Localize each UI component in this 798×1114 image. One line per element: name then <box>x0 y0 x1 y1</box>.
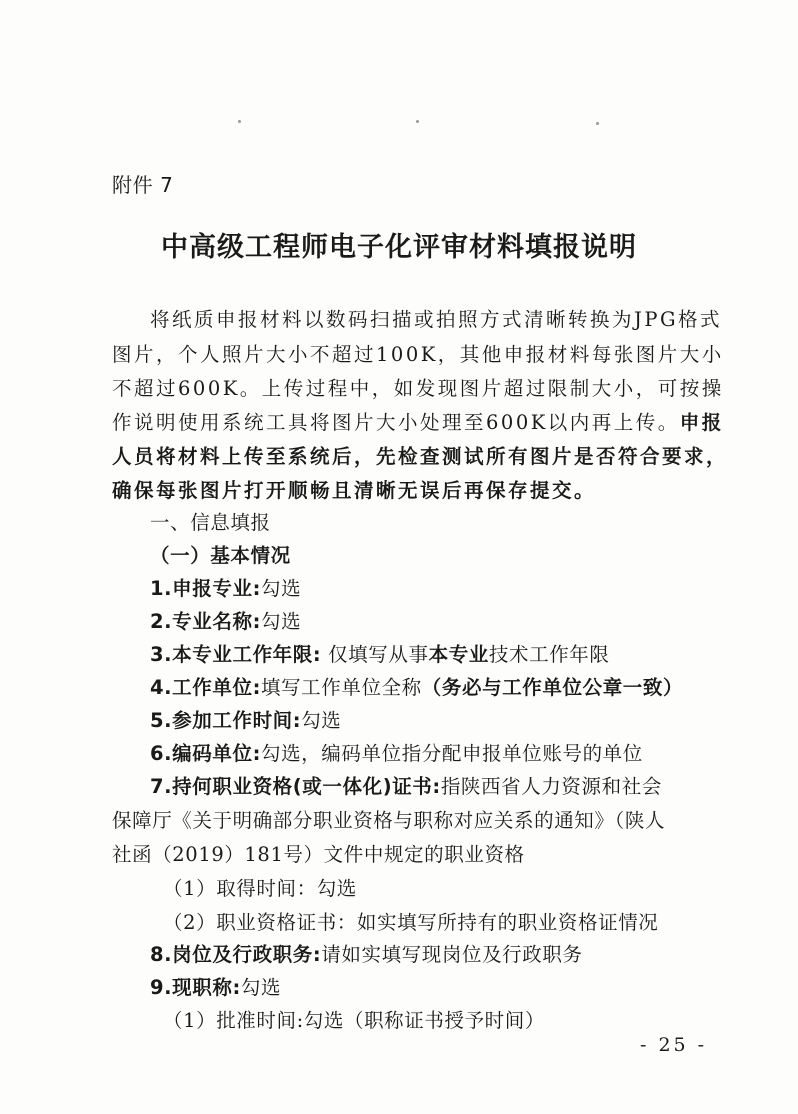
subsection-heading <box>150 541 710 571</box>
scan-artifact-dot <box>238 120 241 123</box>
item-label: 3.本专业工作年限: <box>150 643 322 666</box>
item-label: 6.编码单位: <box>150 742 261 765</box>
item-value-bold: 本专业 <box>428 643 489 666</box>
item-label: 5.参加工作时间: <box>150 709 302 732</box>
item-7-continued: 社函（2019）181号）文件中规定的职业资格 <box>112 843 525 866</box>
document-title: 中高级工程师电子化评审材料填报说明 <box>161 232 637 263</box>
item-4 <box>150 673 710 703</box>
item-value: 指陕西省人力资源和社会 <box>440 775 662 798</box>
intro-line-1: 将纸质申报材料以数码扫描或拍照方式清晰转换为JPG格式 <box>150 308 723 331</box>
subsection-heading-text: （一）基本情况 <box>150 544 291 567</box>
item-label: 8.岗位及行政职务: <box>150 943 322 966</box>
item-1 <box>150 574 710 604</box>
item-value: 填写工作单位全称 <box>260 676 422 699</box>
intro-line-5 <box>112 442 729 472</box>
item-label: 9.现职称: <box>150 976 241 999</box>
intro-line-2: 图片，个人照片大小不超过100K，其他申报材料每张图片大小 <box>112 343 724 366</box>
page-number: - 25 - <box>640 1034 708 1056</box>
item-3 <box>150 640 710 670</box>
item-label: 4.工作单位: <box>150 676 261 699</box>
item-7 <box>150 772 710 802</box>
item-value-bold: （务必与工作单位公章一致） <box>421 676 684 699</box>
section-heading: 一、信息填报 <box>150 511 271 534</box>
intro-line-6 <box>112 476 712 506</box>
item-9 <box>150 973 710 1003</box>
intro-line-5-bold: 人员将材料上传至系统后，先检查测试所有图片是否符合要求， <box>112 445 729 468</box>
scan-artifact-dot <box>416 120 419 123</box>
attachment-label: 附件 7 <box>112 173 174 197</box>
item-value: 勾选 <box>301 709 342 732</box>
item-label: 1.申报专业: <box>150 577 261 600</box>
item-9-sub-1: （1）批准时间:勾选（职称证书授予时间） <box>163 1009 545 1032</box>
item-value: 勾选 <box>260 577 302 600</box>
item-label: 2.专业名称: <box>150 610 261 633</box>
item-7-sub-2: （2）职业资格证书：如实填写所持有的职业资格证情况 <box>163 911 659 934</box>
item-label: 7.持何职业资格(或一体化)证书: <box>150 775 441 798</box>
intro-line-4-text: 作说明使用系统工具将图片大小处理至600K以内再上传。 <box>112 411 680 434</box>
item-value: 仅填写从事 <box>321 643 429 666</box>
item-5 <box>150 706 710 736</box>
item-value: 技术工作年限 <box>488 643 610 666</box>
scan-artifact-dot <box>596 122 599 125</box>
item-value: 请如实填写现岗位及行政职务 <box>321 943 583 966</box>
item-8 <box>150 940 710 970</box>
intro-line-3: 不超过600K。上传过程中，如发现图片超过限制大小，可按操 <box>112 377 724 400</box>
item-value: 勾选 <box>240 976 282 999</box>
intro-line-4 <box>112 408 724 438</box>
intro-line-6-bold: 确保每张图片打开顺畅且清晰无误后再保存提交。 <box>112 479 597 502</box>
item-7-sub-1: （1）取得时间：勾选 <box>163 877 357 900</box>
item-value: 勾选，编码单位指分配申报单位账号的单位 <box>260 742 643 765</box>
item-value: 勾选 <box>260 610 302 633</box>
item-7-continued: 保障厅《关于明确部分职业资格与职称对应关系的通知》（陕人 <box>112 809 666 832</box>
intro-line-4-bold: 申报 <box>679 411 724 434</box>
item-6 <box>150 739 710 769</box>
item-2 <box>150 607 710 637</box>
